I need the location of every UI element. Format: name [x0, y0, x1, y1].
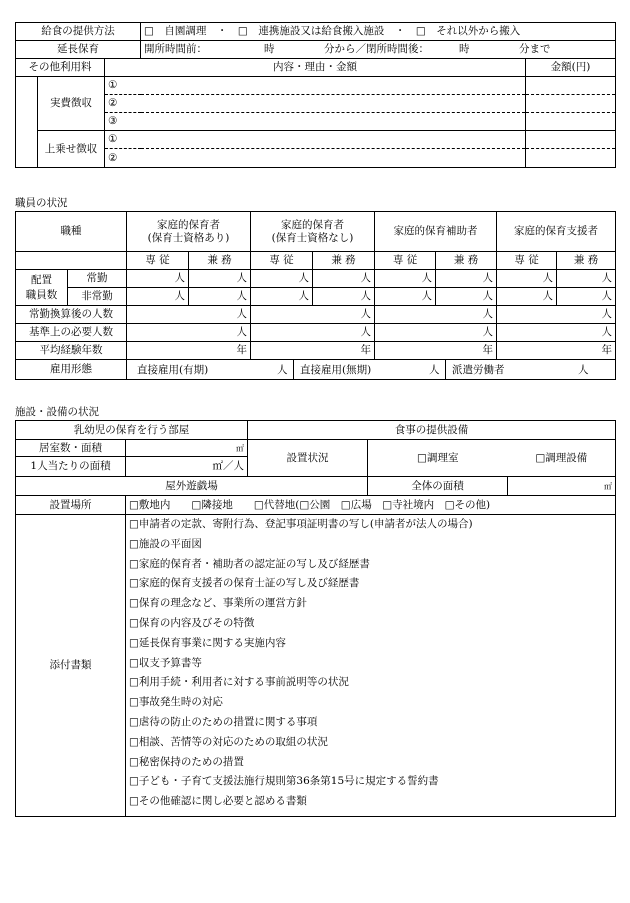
per-person-area-field[interactable] — [126, 457, 248, 477]
dedicated-header: 専 従 — [375, 252, 436, 270]
fte-label: 常勤換算後の人数 — [16, 306, 127, 324]
count-cell[interactable]: 人 — [436, 288, 497, 306]
room-header: 乳幼児の保育を行う部屋 — [16, 421, 248, 440]
m2-per-person-unit: ㎡／人 — [212, 460, 245, 473]
fee-table — [15, 22, 616, 168]
count-cell[interactable]: 人 — [251, 270, 313, 288]
amount-header: 金額(円) — [526, 59, 616, 77]
room-count-label: 居室数・面積 — [16, 440, 126, 457]
before-open-label: 開所時間前： — [144, 43, 208, 56]
fte-cell[interactable]: 人 — [127, 306, 251, 324]
fee-amount[interactable] — [526, 95, 616, 113]
supporter-header: 家庭的保育支援者 — [497, 212, 616, 252]
row-mark: ③ — [108, 115, 118, 128]
surcharge-label: 上乗せ徴収 — [38, 131, 105, 168]
concurrent-header: 兼 務 — [313, 252, 375, 270]
playground-label: 屋外遊戯場 — [16, 477, 368, 496]
fte-cell[interactable]: 人 — [375, 306, 497, 324]
divider — [445, 360, 446, 379]
other-fees-label: その他利用料 — [16, 59, 105, 77]
experience-cell[interactable]: 年 — [497, 342, 616, 360]
hour-unit: 時 — [459, 43, 470, 56]
fee-row[interactable] — [105, 113, 526, 131]
location-label: 設置場所 — [16, 496, 126, 515]
attachment-item[interactable]: □保育の理念など、事業所の運営方針 — [129, 597, 307, 610]
fee-row[interactable] — [105, 77, 526, 95]
required-cell[interactable]: 人 — [497, 324, 616, 342]
hour-unit: 時 — [264, 43, 275, 56]
m2-unit: ㎡ — [236, 443, 245, 453]
minute-unit: 分まで — [519, 43, 551, 56]
fee-row[interactable] — [105, 149, 526, 168]
meal-equipment-header: 食事の提供設備 — [248, 421, 616, 440]
total-area-field[interactable] — [508, 477, 616, 496]
room-area-field[interactable] — [126, 440, 248, 457]
extended-care-label: 延長保育 — [16, 41, 141, 59]
count-cell[interactable]: 人 — [127, 270, 189, 288]
parttime-label: 非常勤 — [68, 288, 127, 306]
attachment-item[interactable]: □事故発生時の対応 — [129, 696, 223, 709]
facility-table — [15, 420, 616, 817]
attachment-item[interactable]: □利用手続・利用者に対する事前説明等の状況 — [129, 676, 349, 689]
location-options[interactable]: □敷地内 □隣接地 □代替地(□公園 □広場 □寺社境内 □その他) — [126, 496, 616, 515]
count-cell[interactable]: 人 — [313, 270, 375, 288]
fte-cell[interactable]: 人 — [251, 306, 375, 324]
attachment-item[interactable]: □その他確認に関し必要と認める書類 — [129, 795, 307, 808]
employment-type-row[interactable] — [127, 360, 616, 380]
required-cell[interactable]: 人 — [375, 324, 497, 342]
fee-row[interactable] — [105, 131, 526, 149]
staff-table — [15, 211, 616, 380]
facility-section-heading: 施設・設備の状況 — [15, 406, 99, 418]
required-label: 基準上の必要人数 — [16, 324, 127, 342]
person-unit: 人 — [277, 363, 288, 376]
cooking-room-checkbox[interactable]: □調理室 — [368, 440, 508, 477]
content-header: 内容・理由・金額 — [105, 59, 526, 77]
person-unit: 人 — [429, 363, 440, 376]
attachment-item[interactable]: □申請者の定款、寄附行為、登記事項証明書の写し(申請者が法人の場合) — [129, 518, 473, 530]
fte-cell[interactable]: 人 — [497, 306, 616, 324]
count-cell[interactable]: 人 — [557, 270, 616, 288]
m2-unit: ㎡ — [604, 481, 613, 491]
dedicated-header: 専 従 — [127, 252, 189, 270]
count-cell[interactable]: 人 — [251, 288, 313, 306]
attachment-item[interactable]: □相談、苦情等の対応のための取組の状況 — [129, 735, 328, 748]
total-area-label: 全体の面積 — [368, 477, 508, 496]
emp-fixed-term: 直接雇用(有期) — [137, 363, 209, 376]
count-cell[interactable]: 人 — [127, 288, 189, 306]
emp-dispatched: 派遣労働者 — [452, 363, 505, 376]
count-cell[interactable]: 人 — [497, 270, 557, 288]
row-mark: ② — [108, 97, 118, 110]
fulltime-label: 常勤 — [68, 270, 127, 288]
count-cell[interactable]: 人 — [313, 288, 375, 306]
count-cell[interactable]: 人 — [557, 288, 616, 306]
job-type-label: 職種 — [16, 212, 127, 252]
concurrent-header: 兼 務 — [189, 252, 251, 270]
attachment-item[interactable]: □虐待の防止のための措置に関する事項 — [129, 715, 318, 728]
employment-type-label: 雇用形態 — [16, 360, 127, 380]
attachment-item[interactable]: □家庭的保育支援者の保育士証の写し及び経歴書 — [129, 577, 360, 590]
assistant-header: 家庭的保育補助者 — [375, 212, 497, 252]
experience-cell[interactable]: 年 — [375, 342, 497, 360]
attachment-item[interactable]: □秘密保持のための措置 — [129, 755, 244, 768]
concurrent-header: 兼 務 — [436, 252, 497, 270]
meal-method-options[interactable]: □ 自園調理 ・ □ 連携施設又は給食搬入施設 ・ □ それ以外から搬入 — [141, 23, 616, 41]
experience-label: 平均経験年数 — [16, 342, 127, 360]
count-cell[interactable]: 人 — [375, 288, 436, 306]
row-mark: ① — [108, 79, 118, 92]
row-mark: ① — [108, 133, 118, 146]
meal-method-label: 給食の提供方法 — [16, 23, 141, 41]
experience-cell[interactable]: 年 — [251, 342, 375, 360]
required-cell[interactable]: 人 — [251, 324, 375, 342]
attachment-item[interactable]: □収支予算書等 — [129, 656, 202, 669]
row-mark: ② — [108, 151, 118, 164]
attachment-item[interactable]: □保育の内容及びその特徴 — [129, 616, 255, 629]
caregiver-certified-header: 家庭的保育者 (保育士資格あり) — [127, 212, 251, 252]
attachment-item[interactable]: □子ども・子育て支援法施行規則第36条第15号に規定する誓約書 — [129, 775, 439, 788]
count-cell[interactable]: 人 — [189, 288, 251, 306]
staff-count-label: 配置 職員数 — [16, 270, 68, 306]
fee-row[interactable] — [105, 95, 526, 113]
concurrent-header: 兼 務 — [557, 252, 616, 270]
actual-cost-label: 実費徴収 — [38, 77, 105, 131]
fee-amount[interactable] — [526, 131, 616, 149]
required-cell[interactable]: 人 — [127, 324, 251, 342]
count-cell[interactable]: 人 — [375, 270, 436, 288]
attachments-list — [126, 515, 616, 817]
after-close-label: 分から／閉所時間後： — [324, 43, 430, 56]
dedicated-header: 専 従 — [251, 252, 313, 270]
attachment-item[interactable]: □施設の平面図 — [129, 537, 202, 550]
caregiver-uncertified-header: 家庭的保育者 (保育士資格なし) — [251, 212, 375, 252]
fee-amount[interactable] — [526, 77, 616, 95]
person-unit: 人 — [578, 363, 589, 376]
dedicated-header: 専 従 — [497, 252, 557, 270]
install-status-label: 設置状況 — [248, 440, 368, 477]
per-person-area-label: 1人当たりの面積 — [16, 457, 126, 477]
extended-care-hours[interactable] — [141, 41, 616, 59]
emp-permanent: 直接雇用(無期) — [300, 363, 372, 376]
count-cell[interactable]: 人 — [189, 270, 251, 288]
count-cell[interactable]: 人 — [497, 288, 557, 306]
attachment-item[interactable]: □家庭的保育者・補助者の認定証の写し及び経歴書 — [129, 557, 370, 570]
divider — [293, 360, 294, 379]
attachment-item[interactable]: □延長保育事業に関する実施内容 — [129, 636, 286, 649]
attachments-label: 添付書類 — [16, 515, 126, 817]
fee-amount[interactable] — [526, 113, 616, 131]
experience-cell[interactable]: 年 — [127, 342, 251, 360]
count-cell[interactable]: 人 — [436, 270, 497, 288]
staff-section-heading: 職員の状況 — [15, 197, 68, 209]
fee-amount[interactable] — [526, 149, 616, 168]
cooking-equipment-checkbox[interactable]: □調理設備 — [508, 440, 616, 477]
